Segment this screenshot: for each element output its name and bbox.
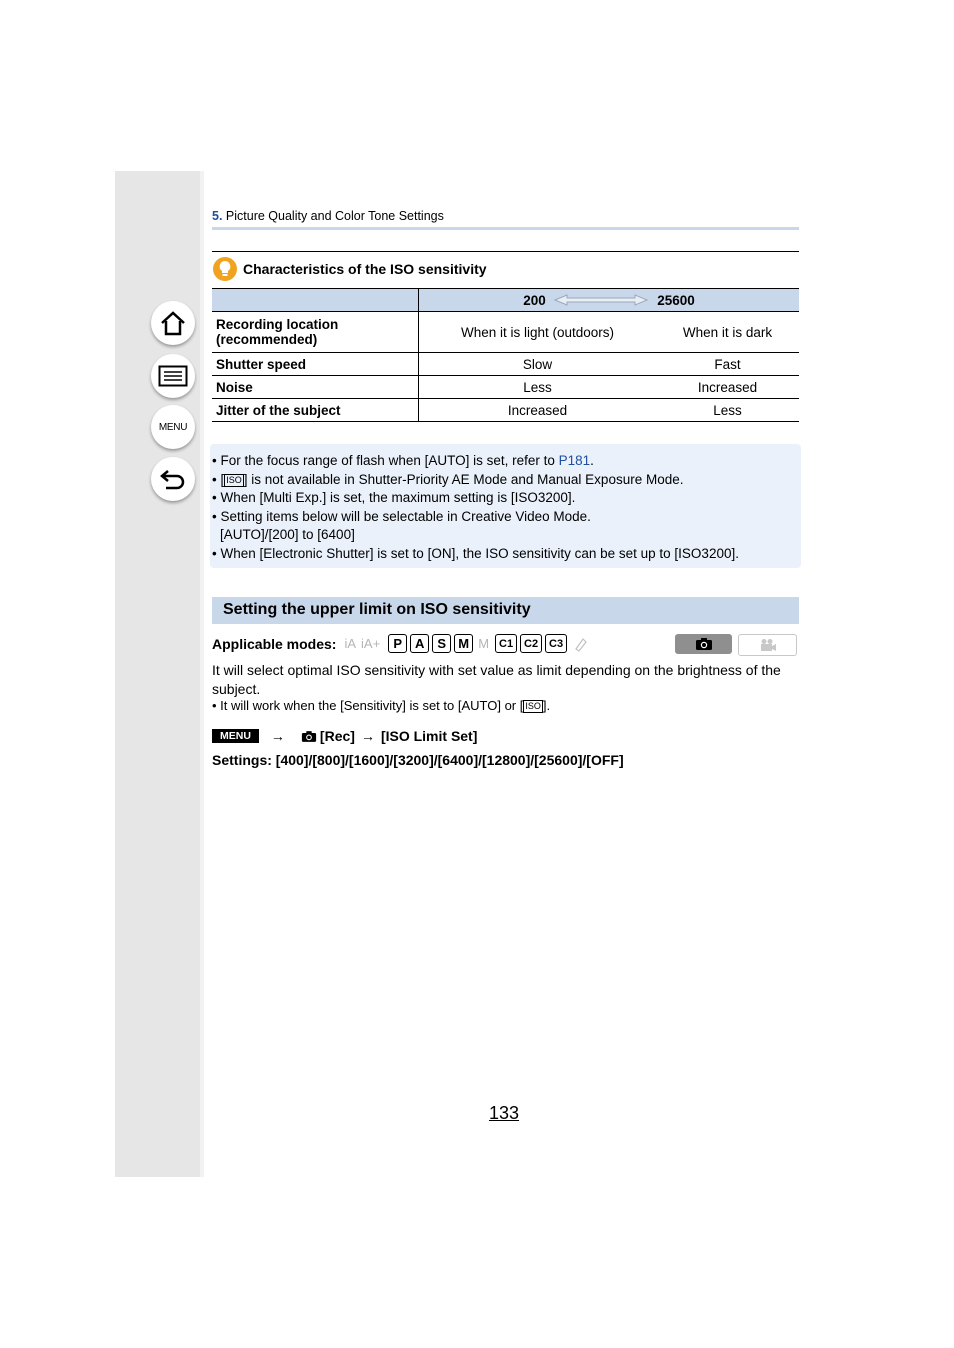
row-high: Increased (656, 376, 799, 399)
note-text: . (590, 453, 594, 468)
note-item: • Setting items below will be selectable in Creative Video Mode. (212, 508, 591, 524)
chapter-number: 5. (212, 209, 223, 223)
tip-top-rule (212, 251, 799, 252)
description-text: It will select optimal ISO sensitivity with set value as limit depending on the brightness of the subject. (212, 662, 781, 697)
note-item: • When [Electronic Shutter] is set to [ON], the ISO sensitivity can be set up to [ISO3200]. (212, 545, 739, 561)
notes-list (212, 452, 739, 563)
note-text: • [ (212, 471, 225, 487)
row-high: When it is dark (656, 312, 799, 353)
menu-path-rec: [Rec] (319, 728, 355, 744)
tip-title: Characteristics of the ISO sensitivity (243, 261, 487, 277)
table-row (212, 376, 799, 399)
chapter-rule (212, 227, 799, 230)
note-subitem: [AUTO]/[200] to [6400] (220, 527, 355, 542)
menu-path (212, 728, 477, 744)
applicable-modes-label: Applicable modes: (212, 635, 337, 652)
rec-camera-icon (301, 730, 317, 743)
note-item: • When [Multi Exp.] is set, the maximum setting is [ISO3200]. (212, 490, 576, 505)
row-low: Increased (419, 399, 656, 422)
row-label: Noise (212, 376, 419, 399)
lightbulb-icon (213, 257, 237, 281)
photo-mode-tab[interactable] (675, 634, 732, 654)
description-note (212, 698, 550, 713)
range-low: 200 (523, 292, 546, 308)
camera-icon (695, 637, 713, 651)
table-row (212, 312, 799, 353)
table-header-blank (212, 289, 419, 312)
table-row (212, 353, 799, 376)
row-label: Recording location (recommended) (212, 312, 419, 353)
iso-auto-icon: ISO (226, 474, 242, 485)
menu-button[interactable] (151, 405, 195, 449)
note-item (212, 471, 739, 490)
row-label: Jitter of the subject (212, 399, 419, 422)
mode-m-icon: M (454, 634, 473, 653)
menu-badge: MENU (212, 729, 259, 743)
menu-path-item: [ISO Limit Set] (380, 728, 478, 744)
mode-c3-icon: C3 (545, 634, 567, 653)
note-text: • For the focus range of flash when [AUTO] is set, refer to (212, 453, 559, 468)
page-number: 133 (489, 1103, 520, 1123)
arrow: → (270, 728, 285, 744)
menu-label: MENU (158, 421, 188, 433)
list-icon (158, 365, 188, 387)
row-high: Fast (656, 353, 799, 376)
back-arrow-icon (159, 467, 187, 491)
scene-guide-icon (573, 636, 589, 652)
mode-creative-video-icon: M (478, 636, 490, 651)
row-high: Less (656, 399, 799, 422)
range-high: 25600 (657, 292, 695, 308)
chapter-header (212, 209, 444, 223)
note-item (212, 452, 739, 471)
settings-list: Settings: [400]/[800]/[1600]/[3200]/[6400]/[12800]/[25600]/[OFF] (212, 752, 624, 768)
row-low: When it is light (outdoors) (419, 312, 656, 353)
iso-auto-icon: ISO (525, 701, 541, 711)
chapter-title: Picture Quality and Color Tone Settings (225, 209, 444, 223)
movie-camera-icon (759, 638, 777, 652)
table-row (212, 399, 799, 422)
note-text: ]. (542, 698, 551, 713)
section-title: Setting the upper limit on ISO sensitivity (223, 601, 531, 618)
mode-p-icon: P (388, 634, 407, 653)
mode-c1-icon: C1 (495, 634, 517, 653)
table-header-range (419, 289, 800, 312)
home-button[interactable] (151, 301, 195, 345)
mode-ia-plus-icon: iA+ (361, 636, 381, 651)
contents-button[interactable] (151, 354, 195, 398)
table-header-row (212, 289, 799, 312)
home-icon (159, 310, 187, 336)
arrow: → (360, 728, 375, 744)
tip-heading (213, 257, 487, 281)
applicable-modes (212, 634, 589, 653)
double-arrow-icon (553, 293, 649, 307)
mode-s-icon: S (432, 634, 451, 653)
movie-mode-tab[interactable] (738, 634, 797, 656)
mode-ia-icon: iA (344, 636, 357, 651)
row-low: Slow (419, 353, 656, 376)
sidebar-edge (200, 171, 204, 1177)
mode-c2-icon: C2 (520, 634, 542, 653)
row-label: Shutter speed (212, 353, 419, 376)
row-low: Less (419, 376, 656, 399)
back-button[interactable] (151, 457, 195, 501)
mode-a-icon: A (410, 634, 429, 653)
note-text: ] is not available in Shutter-Priority AE Mode and Manual Exposure Mode. (243, 471, 684, 487)
note-text: • It will work when the [Sensitivity] is set to [AUTO] or [ (212, 698, 524, 713)
iso-characteristics-table (212, 288, 799, 422)
page-link-p181[interactable]: P181 (558, 453, 591, 468)
